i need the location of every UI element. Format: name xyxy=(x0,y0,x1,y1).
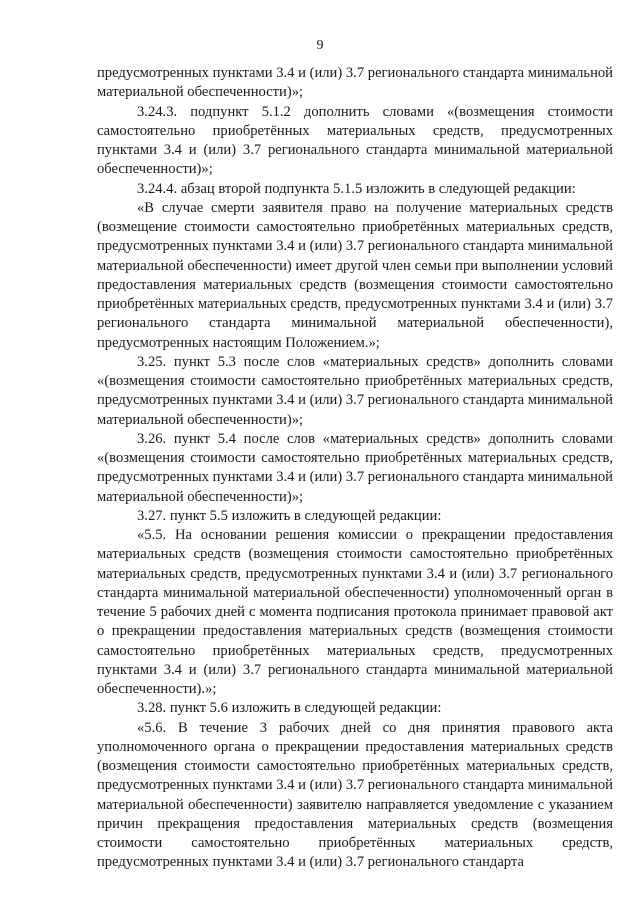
paragraph-quote-5-1-5: «В случае смерти заявителя право на получение материальных средств (возмещение стоимости самостоятельно приобретённых материальных средств, предусмотренных пунктами 3.4 и (или) 3.7 регионального стандарта минимальной материальной обеспеченности) имеет другой член семьи при выполнении условий предоставления материальных средств (возмещения стоимости самостоятельно приобретённых материальных средств, предусмотренных пунктами 3.4 и (или) 3.7 регионального стандарта минимальной материальной обеспеченности), предусмотренных настоящим Положением.»; xyxy=(97,199,613,351)
paragraph-3-24-3: 3.24.3. подпункт 5.1.2 дополнить словами «(возмещения стоимости самостоятельно приобретённых материальных средств, предусмотренных пунктами 3.4 и (или) 3.7 регионального стандарта минимальной материальной обеспеченности)»; xyxy=(97,103,613,178)
paragraph-continuation: предусмотренных пунктами 3.4 и (или) 3.7 регионального стандарта минимальной материальной обеспеченности)»; xyxy=(97,65,613,101)
paragraph-3-27: 3.27. пункт 5.5 изложить в следующей редакции: xyxy=(137,507,442,524)
paragraph-3-26: 3.26. пункт 5.4 после слов «материальных средств» дополнить словами «(возмещения стоимости самостоятельно приобретённых материальных средств, предусмотренных пунктами 3.4 и (или) 3.7 регионального стандарта минимальной материальной обеспеченности)»; xyxy=(97,430,613,505)
paragraph-quote-5-6: «5.6. В течение 3 рабочих дней со дня принятия правового акта уполномоченного органа о прекращении предоставления материальных средств (возмещения стоимости самостоятельно приобретённых материальных средств, предусмотренных пунктами 3.4 и (или) 3.7 регионального стандарта минимальной материальной обеспеченности) заявителю направляется уведомление с указанием причин прекращения предоставления материальных средств (возмещения стоимости самостоятельно приобретённых материальных средств, предусмотренных пунктами 3.4 и (или) 3.7 регионального стандарта xyxy=(97,719,613,871)
paragraph-3-28: 3.28. пункт 5.6 изложить в следующей редакции: xyxy=(137,700,442,717)
page-number: 9 xyxy=(316,38,324,53)
paragraph-3-24-4: 3.24.4. абзац второй подпункта 5.1.5 изложить в следующей редакции: xyxy=(137,180,576,197)
paragraph-quote-5-5: «5.5. На основании решения комиссии о прекращении предоставления материальных средств (возмещения стоимости самостоятельно приобретённых материальных средств, предусмотренных пунктами 3.4 и (или) 3.7 регионального стандарта минимальной материальной обеспеченности) уполномоченный орган в течение 5 рабочих дней с момента подписания протокола принимает правовой акт о прекращении предоставления материальных средств (возмещения стоимости самостоятельно приобретённых материальных средств, предусмотренных пунктами 3.4 и (или) 3.7 регионального стандарта минимальной материальной обеспеченности).»; xyxy=(97,527,613,697)
paragraph-3-25: 3.25. пункт 5.3 после слов «материальных средств» дополнить словами «(возмещения стоимости самостоятельно приобретённых материальных средств, предусмотренных пунктами 3.4 и (или) 3.7 регионального стандарта минимальной материальной обеспеченности)»; xyxy=(97,353,613,428)
document-body xyxy=(97,64,613,873)
